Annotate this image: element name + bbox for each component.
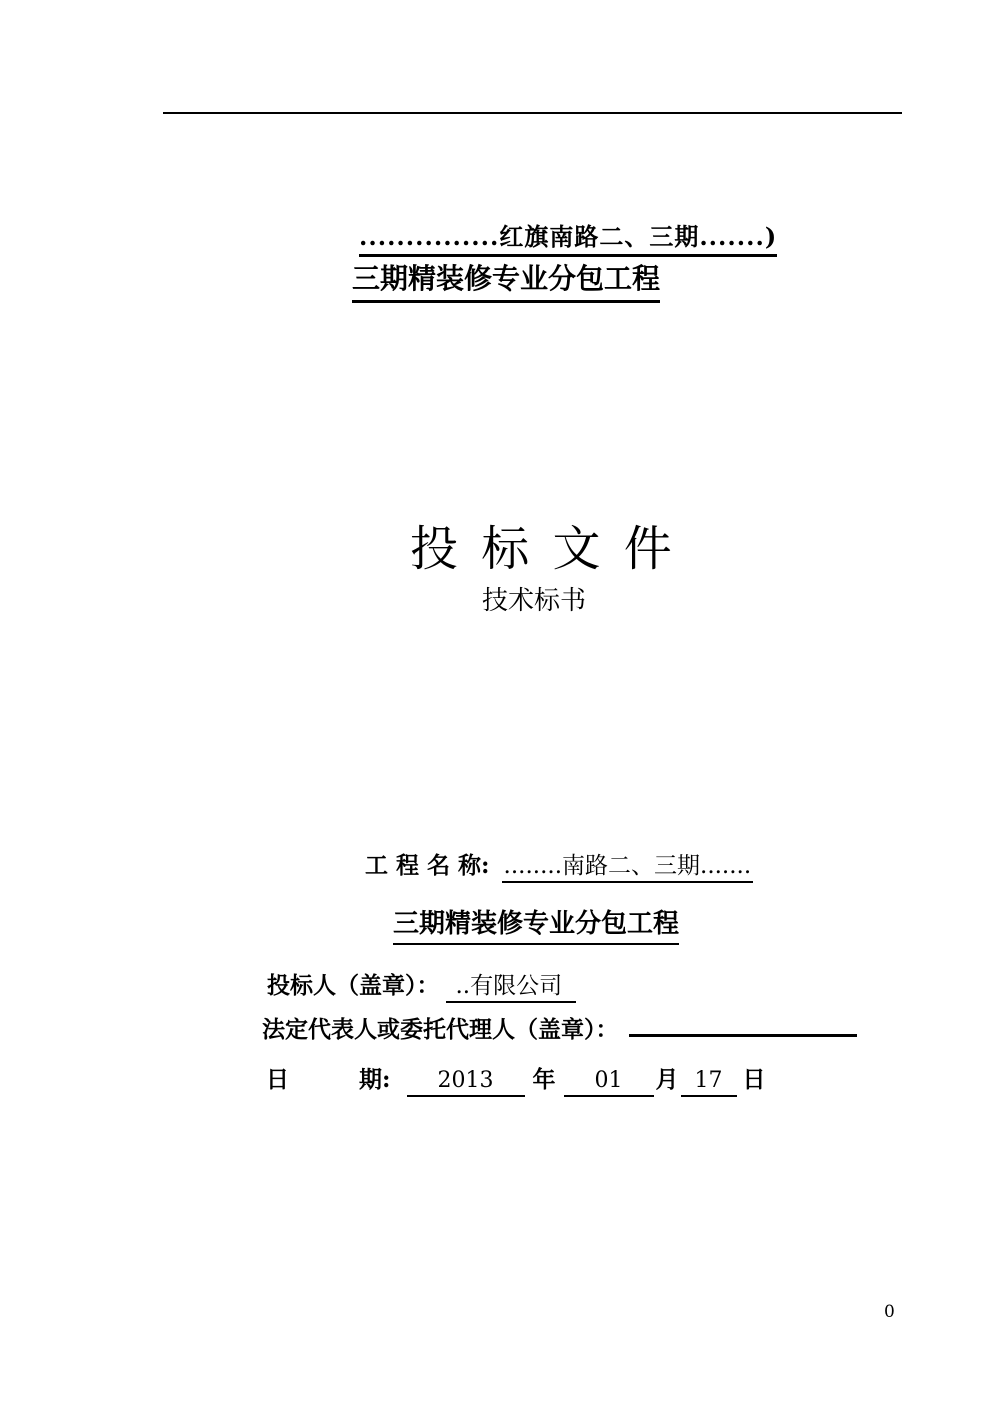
- legal-rep-row: [262, 1010, 857, 1044]
- legal-rep-label: 法定代表人或委托代理人（盖章）：: [262, 1016, 619, 1043]
- date-year-value: 2013: [407, 1068, 525, 1097]
- date-label-left: 日: [266, 1066, 289, 1093]
- year-unit-label: 年: [532, 1066, 556, 1093]
- bidder-row: [267, 967, 576, 1000]
- month-unit-label: 月: [655, 1066, 679, 1093]
- heading-line1: ...............红旗南路二、三期.......): [359, 217, 777, 257]
- date-row: [266, 1061, 766, 1097]
- day-unit-label: 日: [742, 1066, 766, 1093]
- heading-line2: 三期精装修专业分包工程: [352, 257, 660, 303]
- project-name-label: 工 程 名 称:: [365, 852, 490, 879]
- main-title: 投 标 文 件: [410, 521, 676, 577]
- date-day-value: 17: [681, 1068, 737, 1097]
- date-label-right: 期:: [359, 1066, 391, 1093]
- bidder-label: 投标人（盖章）：: [267, 972, 440, 999]
- page-number: 0: [884, 1302, 895, 1322]
- project-name-value: ........南路二、三期.......: [502, 853, 754, 883]
- sub-title: 技术标书: [482, 586, 587, 616]
- header-rule: [163, 112, 902, 114]
- bidder-value: ..有限公司: [446, 973, 577, 1003]
- project-name-row: [365, 847, 753, 880]
- legal-rep-signature-line: [629, 1010, 857, 1037]
- project-name-line2: 三期精装修专业分包工程: [393, 903, 679, 945]
- date-month-value: 01: [564, 1068, 654, 1097]
